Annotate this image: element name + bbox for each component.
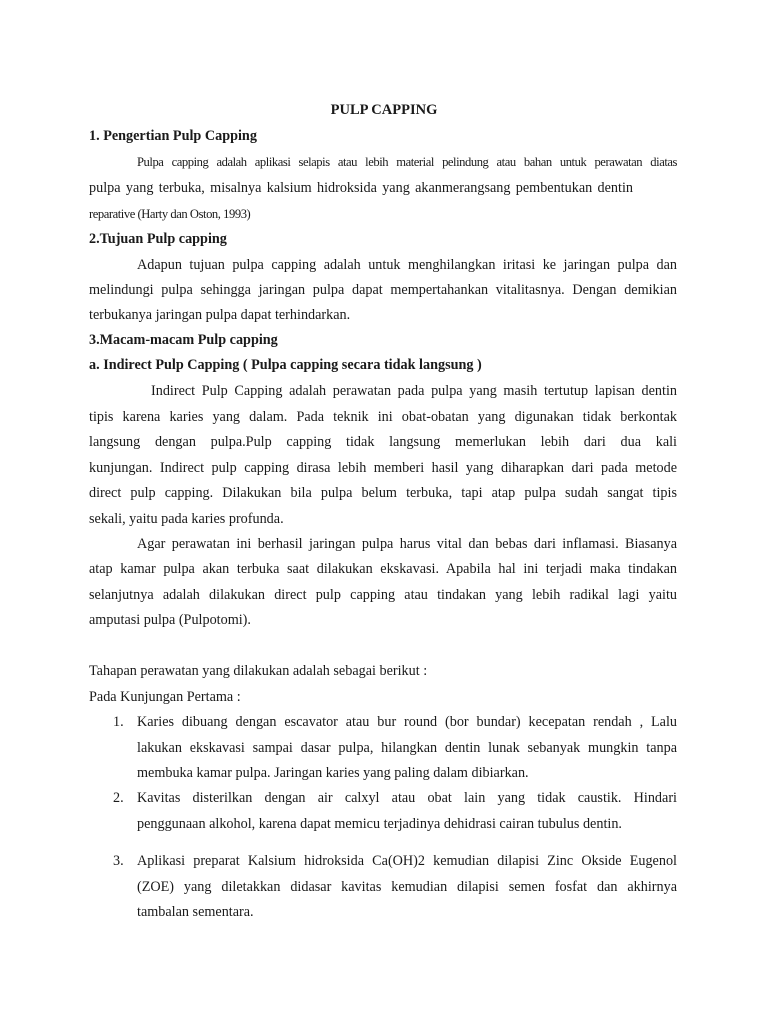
- para-1-line-1: Indirect Pulp Capping adalah perawatan pada pulpa yang masih tertutup lapisan dentin: [151, 383, 677, 399]
- step-2-line-1: Kavitas disterilkan dengan air calxyl atau obat lain yang tidak caustik. Hindari: [137, 790, 677, 806]
- para-1-line-6: sekali, yaitu pada karies profunda.: [89, 511, 284, 527]
- section-3-heading: 3.Macam-macam Pulp capping: [89, 332, 278, 348]
- para-1-line-5: direct pulp capping. Dilakukan bila pulpa belum terbuka, tapi atap pulpa sudah sangat tipis: [89, 485, 677, 501]
- step-1-line-3: membuka kamar pulpa. Jaringan karies yang paling dalam dibiarkan.: [137, 765, 529, 781]
- para-2-line-4: amputasi pulpa (Pulpotomi).: [89, 612, 251, 628]
- step-3-line-2: (ZOE) yang diletakkan didasar kavitas kemudian dilapisi semen fosfat dan akhirnya: [137, 879, 677, 895]
- para-2-line-2: atap kamar pulpa akan terbuka saat dilakukan ekskavasi. Apabila hal ini terjadi maka tindakan: [89, 561, 677, 577]
- visit-label: Pada Kunjungan Pertama :: [89, 689, 241, 705]
- section-3-subheading: a. Indirect Pulp Capping ( Pulpa capping secara tidak langsung ): [89, 357, 482, 373]
- para-1-line-4: kunjungan. Indirect pulp capping dirasa lebih memberi hasil yang diharapkan dari pada metode: [89, 460, 677, 476]
- para-2-line-1: Agar perawatan ini berhasil jaringan pulpa harus vital dan bebas dari inflamasi. Biasanya: [137, 536, 677, 552]
- step-3-line-3: tambalan sementara.: [137, 904, 254, 920]
- step-1-line-1: Karies dibuang dengan escavator atau bur round (bor bundar) kecepatan rendah , Lalu: [137, 714, 677, 730]
- section-2-line-1: Adapun tujuan pulpa capping adalah untuk menghilangkan iritasi ke jaringan pulpa dan: [137, 257, 677, 273]
- section-2-line-2: melindungi pulpa sehingga jaringan pulpa dapat mempertahankan vitalitasnya. Dengan demikian: [89, 282, 677, 298]
- section-2-heading: 2.Tujuan Pulp capping: [89, 231, 227, 247]
- document-title: PULP CAPPING: [330, 102, 438, 118]
- section-2-line-3: terbukanya jaringan pulpa dapat terhindarkan.: [89, 307, 351, 323]
- step-3-line-1: Aplikasi preparat Kalsium hidroksida Ca(OH)2 kemudian dilapisi Zinc Okside Eugenol: [137, 853, 677, 869]
- section-1-line-2: pulpa yang terbuka, misalnya kalsium hidroksida yang akanmerangsang pembentukan dentin: [89, 180, 633, 196]
- step-2-line-2: penggunaan alkohol, karena dapat memicu terjadinya dehidrasi cairan tubulus dentin.: [137, 816, 622, 832]
- para-2-line-3: selanjutnya adalah dilakukan direct pulp capping atau tindakan yang lebih radikal lagi yaitu: [89, 587, 677, 603]
- step-2-number: 2.: [113, 790, 124, 806]
- step-1-number: 1.: [113, 714, 124, 730]
- step-1-line-2: lakukan ekskavasi sampai dasar pulpa, hilangkan dentin lunak sebanyak mungkin tanpa: [137, 740, 677, 756]
- section-1-line-1: Pulpa capping adalah aplikasi selapis atau lebih material pelindung atau bahan untuk perawatan diatas: [137, 155, 677, 169]
- section-1-heading: 1. Pengertian Pulp Capping: [89, 128, 257, 144]
- para-1-line-3: langsung dengan pulpa.Pulp capping tidak langsung memerlukan lebih dari dua kali: [89, 434, 677, 450]
- para-1-line-2: tipis karena karies yang dalam. Pada teknik ini obat-obatan yang digunakan tidak berkontak: [89, 409, 677, 425]
- step-3-number: 3.: [113, 853, 124, 869]
- steps-intro: Tahapan perawatan yang dilakukan adalah sebagai berikut :: [89, 663, 428, 679]
- section-1-line-3: reparative (Harty dan Oston, 1993): [89, 207, 251, 221]
